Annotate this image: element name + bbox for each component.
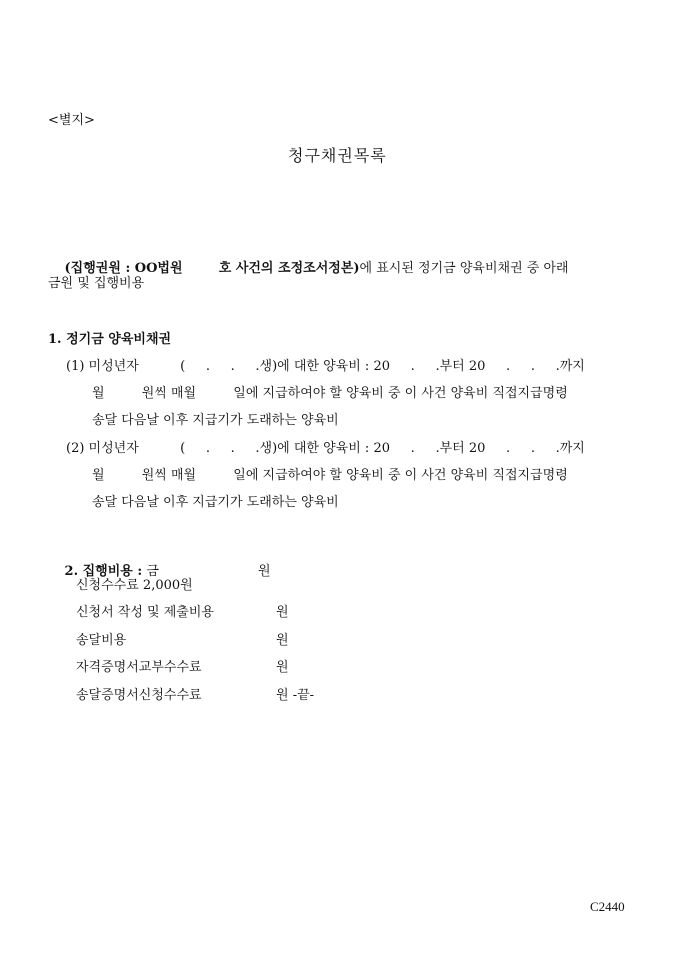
item-2-line-1: (2) 미성년자 ( . . .생)에 대한 양육비 : 20 . .부터 20 . . .까지 <box>66 441 585 456</box>
document-code: C2440 <box>590 899 625 914</box>
intro-line-2: 금원 및 집행비용 <box>48 276 145 291</box>
item-2-line-3: 송달 다음날 이후 지급기가 도래하는 양육비 <box>92 495 339 510</box>
cost-row-label: 신청수수료 2,000원 <box>76 578 193 593</box>
item-1-line-3: 송달 다음날 이후 지급기가 도래하는 양육비 <box>92 413 339 428</box>
section-2-heading-label: 2. 집행비용 : <box>64 564 143 579</box>
item-2-line-2: 월 원씩 매월 일에 지급하여야 할 양육비 중 이 사건 양육비 직접지급명령 <box>92 468 568 483</box>
cost-row-label: 자격증명서교부수수료 <box>76 660 202 675</box>
annex-label: <별지> <box>48 113 95 128</box>
cost-row-unit: 원 <box>276 660 289 675</box>
cost-row-unit: 원 -끝- <box>276 688 315 703</box>
cost-row-label: 송달증명서신청수수료 <box>76 688 202 703</box>
section-1-heading: 1. 정기금 양육비채권 <box>48 332 172 347</box>
cost-row-label: 신청서 작성 및 제출비용 <box>76 605 214 620</box>
section-2-heading-amount: 금 원 <box>142 564 271 579</box>
intro-bold-prefix: (집행권원 : OO법원 호 사건의 조정조서정본) <box>64 261 360 276</box>
cost-row-label: 송달비용 <box>76 633 127 648</box>
cost-row-unit: 원 <box>276 605 289 620</box>
document-title: 청구채권목록 <box>288 146 387 165</box>
cost-row-unit: 원 <box>276 633 289 648</box>
item-1-line-2: 월 원씩 매월 일에 지급하여야 할 양육비 중 이 사건 양육비 직접지급명령 <box>92 386 568 401</box>
item-1-line-1: (1) 미성년자 ( . . .생)에 대한 양육비 : 20 . .부터 20 . . .까지 <box>66 359 585 374</box>
intro-rest: 에 표시된 정기금 양육비채권 중 아래 <box>359 261 569 276</box>
